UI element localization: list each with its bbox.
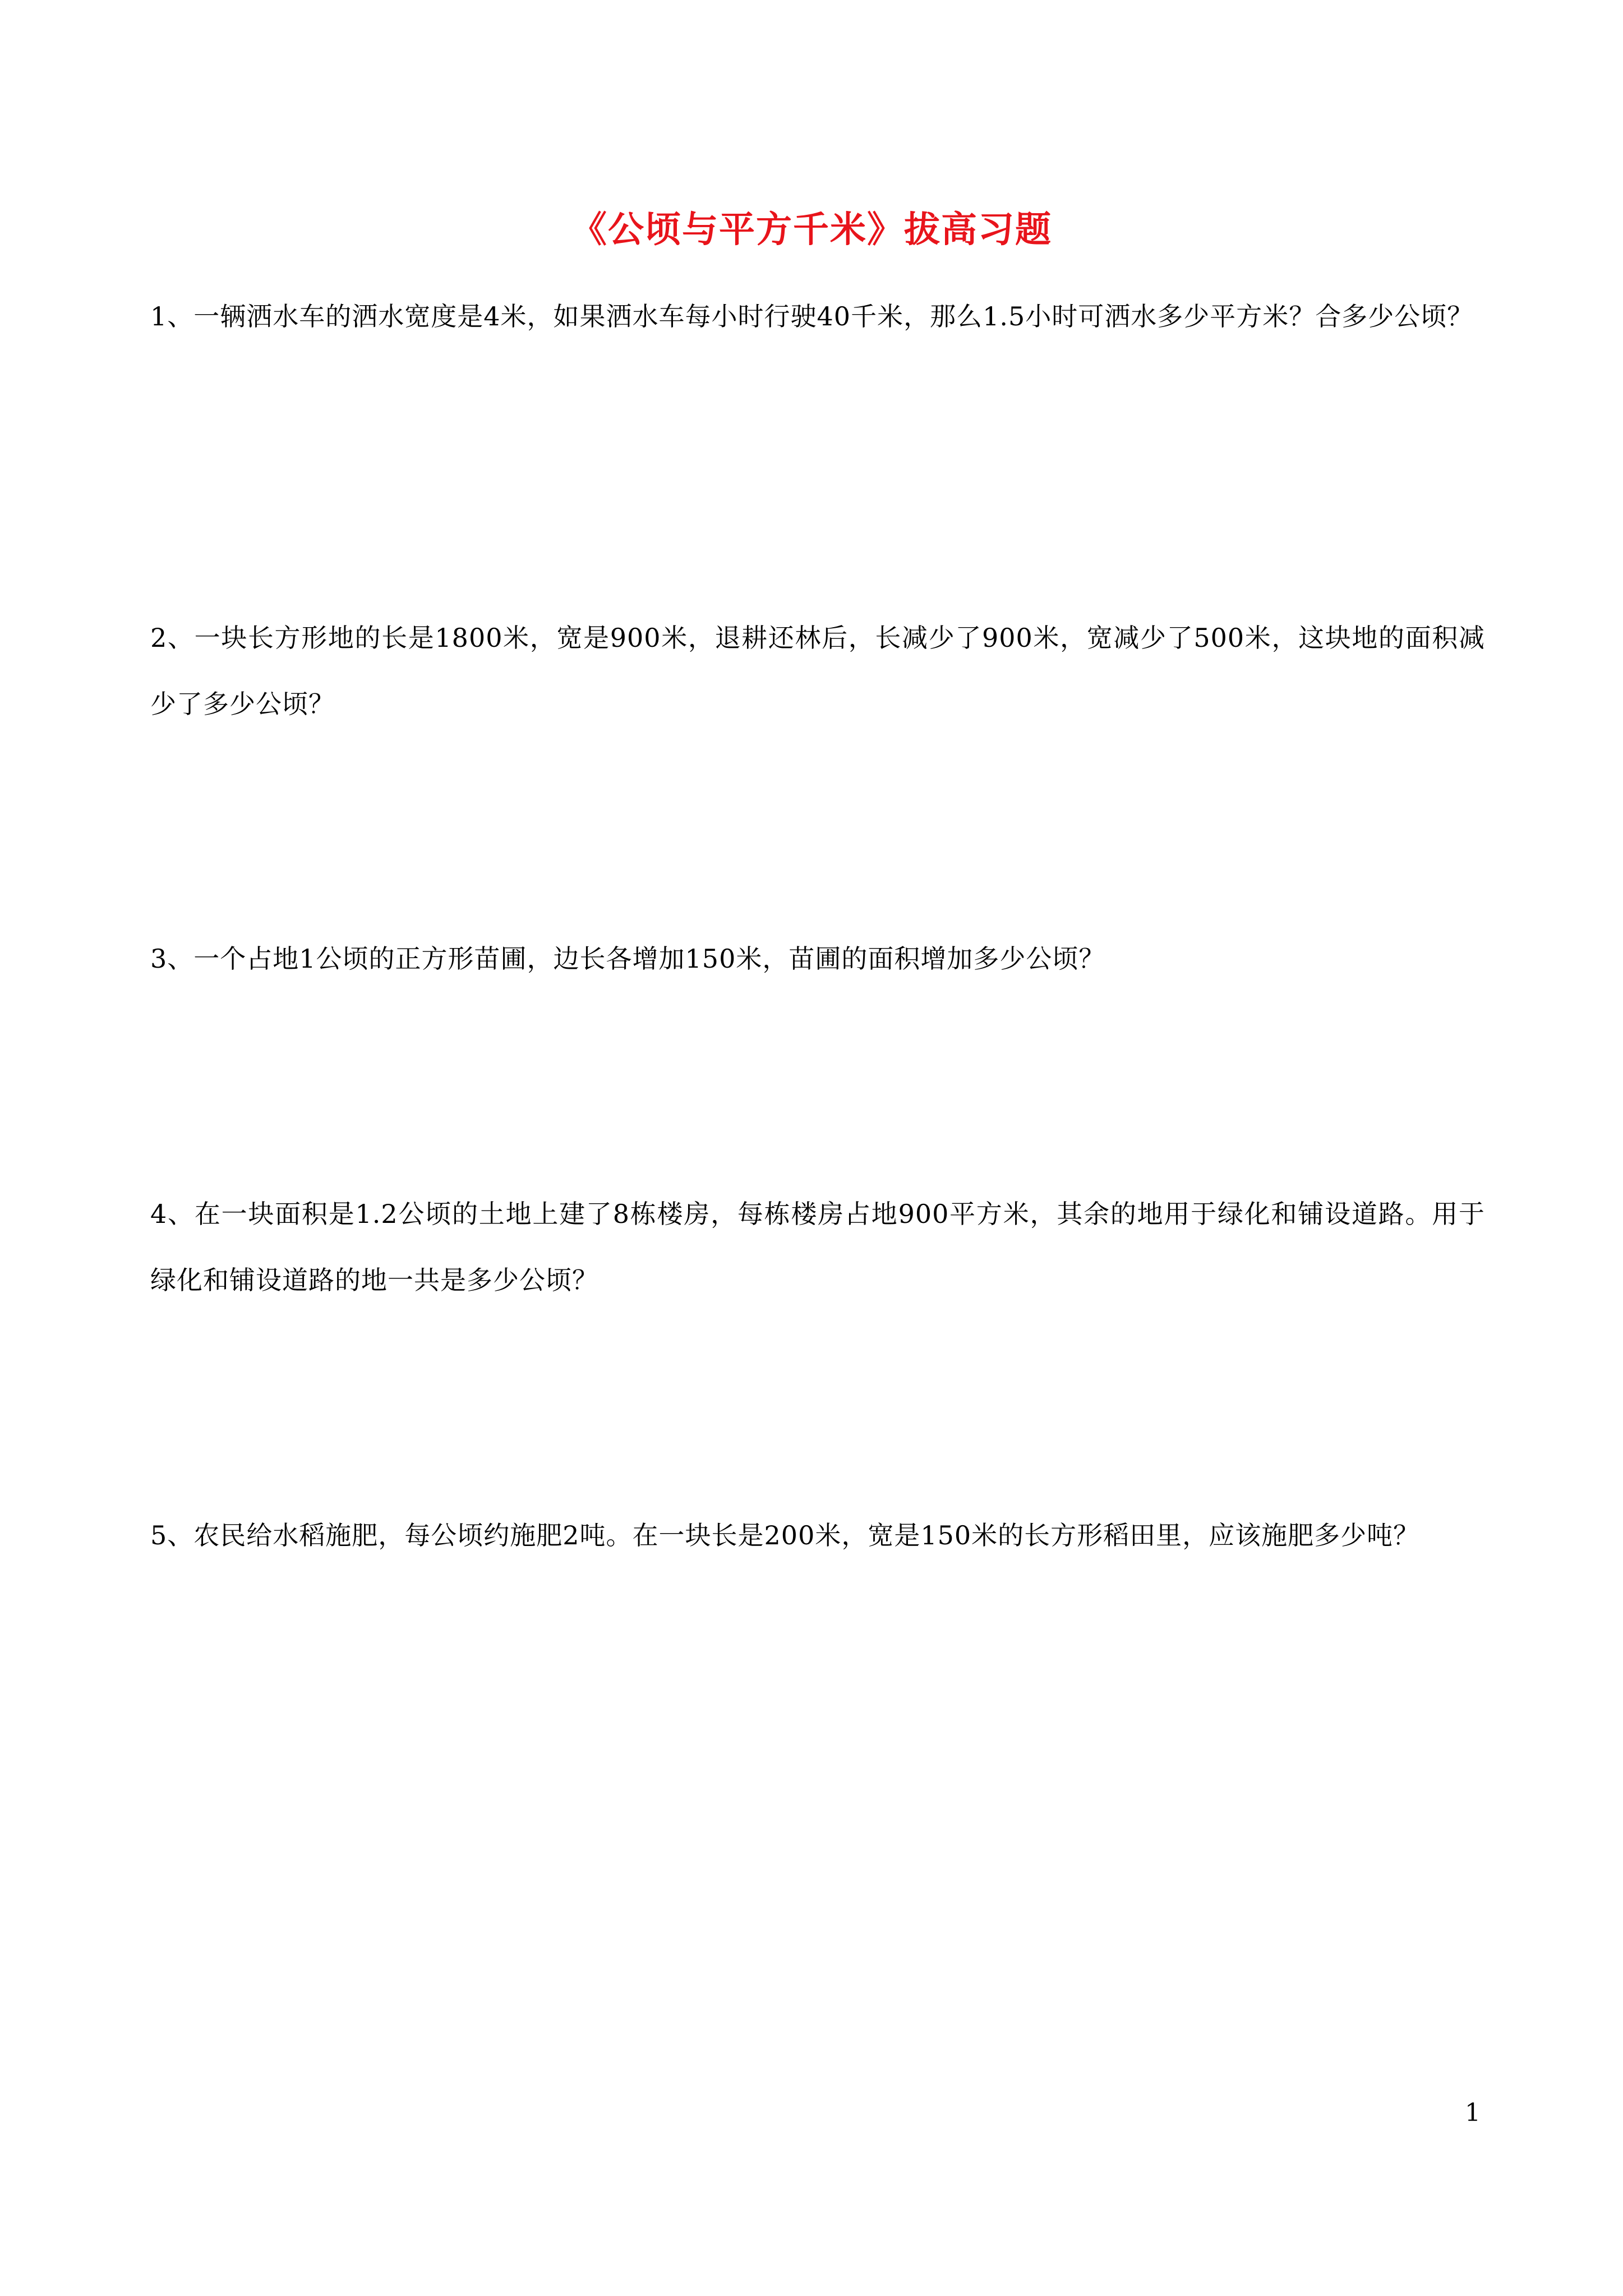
question-5: 5、农民给水稻施肥，每公顷约施肥2吨。在一块长是200米，宽是150米的长方形稻田里，应该施肥多少吨？ xyxy=(150,1520,1420,1550)
question-4: 4、在一块面积是1.2公顷的土地上建了8栋楼房，每栋楼房占地900平方米，其余的地用于绿化和铺设道路。用于绿化和铺设道路的地一共是多少公顷？ xyxy=(150,1199,1485,1295)
question-2: 2、一块长方形地的长是1800米，宽是900米，退耕还林后，长减少了900米，宽减少了500米，这块地的面积减少了多少公顷？ xyxy=(150,623,1485,719)
page-title: 《公顷与平方千米》拔高习题 xyxy=(571,209,1052,251)
page-number: 1 xyxy=(1465,2099,1481,2127)
question-3: 3、一个占地1公顷的正方形苗圃，边长各增加150米，苗圃的面积增加多少公顷？ xyxy=(150,944,1105,974)
question-1: 1、一辆洒水车的洒水宽度是4米，如果洒水车每小时行驶40千米，那么1.5小时可洒水多少平方米？合多少公顷？ xyxy=(150,301,1474,332)
